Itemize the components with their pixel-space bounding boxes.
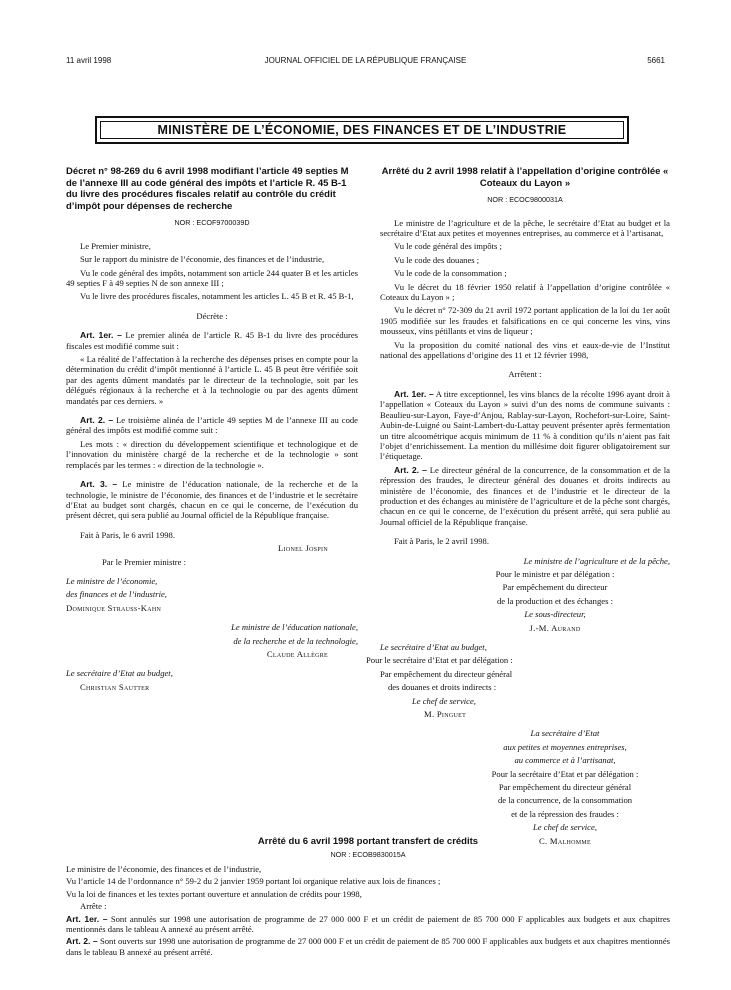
layon-art1-label: Art. 1er. – [394, 388, 434, 399]
layon-sig1-emp: Par empêchement du directeur [502, 582, 608, 593]
decret-art3-label: Art. 3. – [80, 479, 118, 490]
layon-sig3-name: C. Malhomme [539, 835, 591, 846]
credits-arrete: Arrête : [80, 901, 107, 912]
layon-sig2-role: Le secrétaire d’Etat au budget, [380, 642, 487, 652]
decret-min-eco-2: des finances et de l’industrie, [66, 589, 167, 600]
credits-art1-label: Art. 1er. – [66, 913, 108, 924]
decret-art1-text: Le premier alinéa de l’article R. 45 B-1 du livre des procédures fiscales est modifié comme suit : [66, 330, 359, 351]
layon-p5: Vu le décret du 18 février 1950 relatif à l’appellation d’origine contrôlée « Coteaux du Layon » ; [380, 281, 670, 303]
credits-art2-text: Sont ouverts sur 1998 une autorisation de programme de 27 000 000 F et un crédit de paiement de 85 700 000 F applicables aux budgets et aux chapitres mentionnés dans le tableau B annexé au présent arrêté. [66, 936, 670, 957]
credits-art1 [66, 914, 670, 935]
decret-art2-quote: Les mots : « direction du développement scientifique et technologique et de l’innovation du ministère chargé de la recherche et de la technologie » sont remplacés par les termes : « direction de la technologie ». [66, 438, 358, 470]
layon-sig2-emp: Par empêchement du directeur général [380, 668, 513, 679]
decret-art2-label: Art. 2. – [80, 415, 114, 426]
credits-p2: Vu l’article 14 de l’ordonnance n° 59-2 du 2 janvier 1959 portant loi organique relative aux lois de finances ; [66, 876, 441, 887]
decret-title: Décret n° 98-269 du 6 avril 1998 modifiant l’article 49 septies M de l’annexe III au code général des impôts et l’article R. 45 B-1 du livre des procédures fiscales relatif au contrôle du crédit d’impôt pour dépenses de recherche [66, 166, 349, 212]
layon-sig3-dir2: et de la répression des fraudes : [511, 808, 619, 819]
decret-art2-text: Le troisième alinéa de l’article 49 septies M de l’annexe III au code général des impôts est modifié comme suit : [66, 415, 358, 436]
decret-art3-text: Le ministre de l’éducation nationale, de la recherche et de la technologie, le ministre de l’économie, des finances et de l’industrie et le secrétaire d’Etat au budget sont chargés, chacun en ce qui le concerne, de l’exécution du présent décret, qui sera publié au Journal officiel de la République française. [66, 479, 358, 521]
layon-sig2-title: Le chef de service, [412, 695, 476, 706]
layon-sig1-name: J.-M. Aurand [529, 622, 581, 633]
credits-art1-text: Sont annulés sur 1998 une autorisation de programme de 27 000 000 F et un crédit de paiement de 85 700 000 F applicables aux budgets et aux chapitres mentionnés dans le tableau A annexé au présent arrêté. [66, 913, 670, 935]
layon-sig3-role3: au commerce et à l’artisanat, [514, 755, 616, 766]
layon-sig2-deleg: Pour le secrétaire d’Etat et par délégation : [366, 655, 513, 666]
layon-sig3-dir1: de la concurrence, de la consommation [497, 795, 633, 806]
layon-p6: Vu le décret n° 72-309 du 21 avril 1972 portant application de la loi du 1er août 1905 modifiée sur les fraudes et falsifications en ce qui concerne les vins, vins mousseux, vins pétillants et vins de liqueur ; [380, 305, 670, 337]
layon-sig1-title: Le sous-directeur, [524, 609, 586, 620]
credits-title: Arrêté du 6 avril 1998 portant transfert de crédits [257, 836, 479, 847]
decret-nor: NOR : ECOF9700039D [174, 218, 250, 228]
credits-art2-label: Art. 2. – [66, 936, 98, 947]
layon-sig1-deleg: Pour le ministre et par délégation : [495, 568, 615, 579]
decret-fait: Fait à Paris, le 6 avril 1998. [80, 529, 175, 540]
decret-art2 [66, 415, 358, 436]
layon-p1: Le ministre de l’agriculture et de la pêche, le secrétaire d’Etat au budget et la secrétaire d’Etat aux petites et moyennes entreprises, au commerce et à l’artisanat, [380, 217, 670, 238]
left-column-decret [66, 166, 358, 695]
layon-sig3-deleg: Pour la secrétaire d’Etat et par délégation : [491, 768, 639, 779]
decret-min-edu-name: Claude Allègre [266, 648, 328, 659]
ministry-heading: MINISTÈRE DE L’ÉCONOMIE, DES FINANCES ET DE L’INDUSTRIE [157, 123, 567, 137]
layon-p3: Vu le code des douanes ; [394, 254, 480, 265]
decret-p1: Le Premier ministre, [80, 240, 151, 251]
credits-art2 [66, 936, 670, 957]
layon-art1 [380, 389, 670, 462]
decret-art1-quote: « La réalité de l’affectation à la recherche des dépenses prises en compte pour la détermination du crédit d’impôt mentionné à l’article L. 45 B peut être vérifiée soit par des agents dûment mandatés par le directeur de la technologie, soit par les délégués régionaux à la recherche et à la technologie ou par des agents dûment mandatés par ces derniers. » [66, 354, 358, 406]
layon-nor: NOR : ECOC9800031A [487, 195, 563, 205]
layon-sig1-dir: de la production et des échanges : [497, 595, 613, 606]
decret-decrete: Décrète : [196, 310, 228, 321]
layon-art1-text: A titre exceptionnel, les vins blancs de la récolte 1996 ayant droit à l’appellation « Coteaux du Layon » suivi d’un des noms de commune suivants : Beaulieu-sur-Layon, Faye-d’Anjou, Rablay-sur-Layon, Rochefort-sur-Loire, Saint-Aubin-de-Luigné ou Saint-Lambert-du-Lattay peuvent présenter après fermentation un titre alcoométrique acquis minimum de 11 % à condition qu’ils n’aient pas fait l’objet d’enrichissement. La mention du millésime doit figurer obligatoirement sur l’étiquetage. [380, 388, 670, 462]
decret-min-edu-2: de la recherche et de la technologie, [233, 635, 358, 646]
decret-p4: Vu le livre des procédures fiscales, notamment les articles L. 45 B et R. 45 B-1, [80, 291, 354, 302]
ministry-heading-box [95, 116, 629, 144]
layon-art2 [380, 465, 670, 527]
layon-sig1-role: Le ministre de l’agriculture et de la pêche, [523, 555, 670, 566]
credits-p1: Le ministre de l’économie, des finances et de l’industrie, [66, 864, 262, 874]
credits-nor: NOR : ECOB9830015A [330, 849, 406, 859]
header-date: 11 avril 1998 [66, 56, 112, 65]
running-header [66, 56, 665, 70]
decret-art3 [66, 479, 358, 521]
decret-art1 [66, 330, 358, 351]
layon-p4: Vu le code de la consommation ; [394, 268, 507, 279]
layon-sig3-role1: La secrétaire d’Etat [530, 728, 600, 739]
layon-art2-label: Art. 2. – [394, 464, 427, 475]
layon-p2: Vu le code général des impôts ; [394, 241, 502, 252]
layon-title: Arrêté du 2 avril 1998 relatif à l’appellation d’origine contrôlée « Coteaux du Layon » [381, 166, 669, 189]
decret-sec-budget-name: Christian Sautter [80, 681, 150, 692]
decret-p3: Vu le code général des impôts, notamment son article 244 quater B et les articles 49 septies F à 49 septies N de son annexe III ; [66, 267, 358, 288]
header-page-number: 5661 [647, 56, 665, 65]
layon-sig2-name: M. Pinguet [424, 709, 467, 720]
decret-sec-budget: Le secrétaire d’Etat au budget, [66, 668, 173, 679]
layon-sig3-role2: aux petites et moyennes entreprises, [503, 741, 627, 752]
decret-min-eco-1: Le ministre de l’économie, [66, 575, 158, 586]
layon-arretent: Arrêtent : [508, 369, 542, 380]
decret-sig-pm: Lionel Jospin [278, 543, 328, 554]
decret-p2: Sur le rapport du ministre de l’économie, des finances et de l’industrie, [80, 254, 325, 265]
layon-sig2-dir: des douanes et droits indirects : [388, 682, 497, 693]
layon-p7: Vu la proposition du comité national des vins et eaux-de-vie de l’Institut national des appellations d’origine des 11 et 12 février 1998, [380, 339, 670, 361]
credits-p3: Vu la loi de finances et les textes portant ouverture et annulation de crédits pour 1998, [66, 888, 362, 899]
decret-min-eco-name: Dominique Strauss-Kahn [66, 602, 162, 613]
decret-par-pm: Par le Premier ministre : [102, 556, 187, 567]
layon-sig3-emp: Par empêchement du directeur général [498, 782, 632, 793]
header-journal-title: JOURNAL OFFICIEL DE LA RÉPUBLIQUE FRANÇAISE [264, 56, 467, 65]
layon-fait: Fait à Paris, le 2 avril 1998. [394, 536, 489, 547]
arrete-credits-section [66, 836, 670, 959]
layon-art2-text: Le directeur général de la concurrence, de la consommation et de la répression des fraudes, le directeur général des douanes et droits indirects au ministère de l’économie, des finances et de l’industrie et le directeur de la production et des échanges au ministère de l’agriculture et de la pêche sont chargés, chacun en ce qui le concerne, de l’exécution du présent arrêté, qui sera publié au Journal officiel de la République française. [380, 464, 670, 527]
layon-sig3-title: Le chef de service, [533, 822, 597, 833]
decret-min-edu-1: Le ministre de l’éducation nationale, [231, 622, 358, 633]
decret-art1-label: Art. 1er. – [80, 330, 122, 341]
